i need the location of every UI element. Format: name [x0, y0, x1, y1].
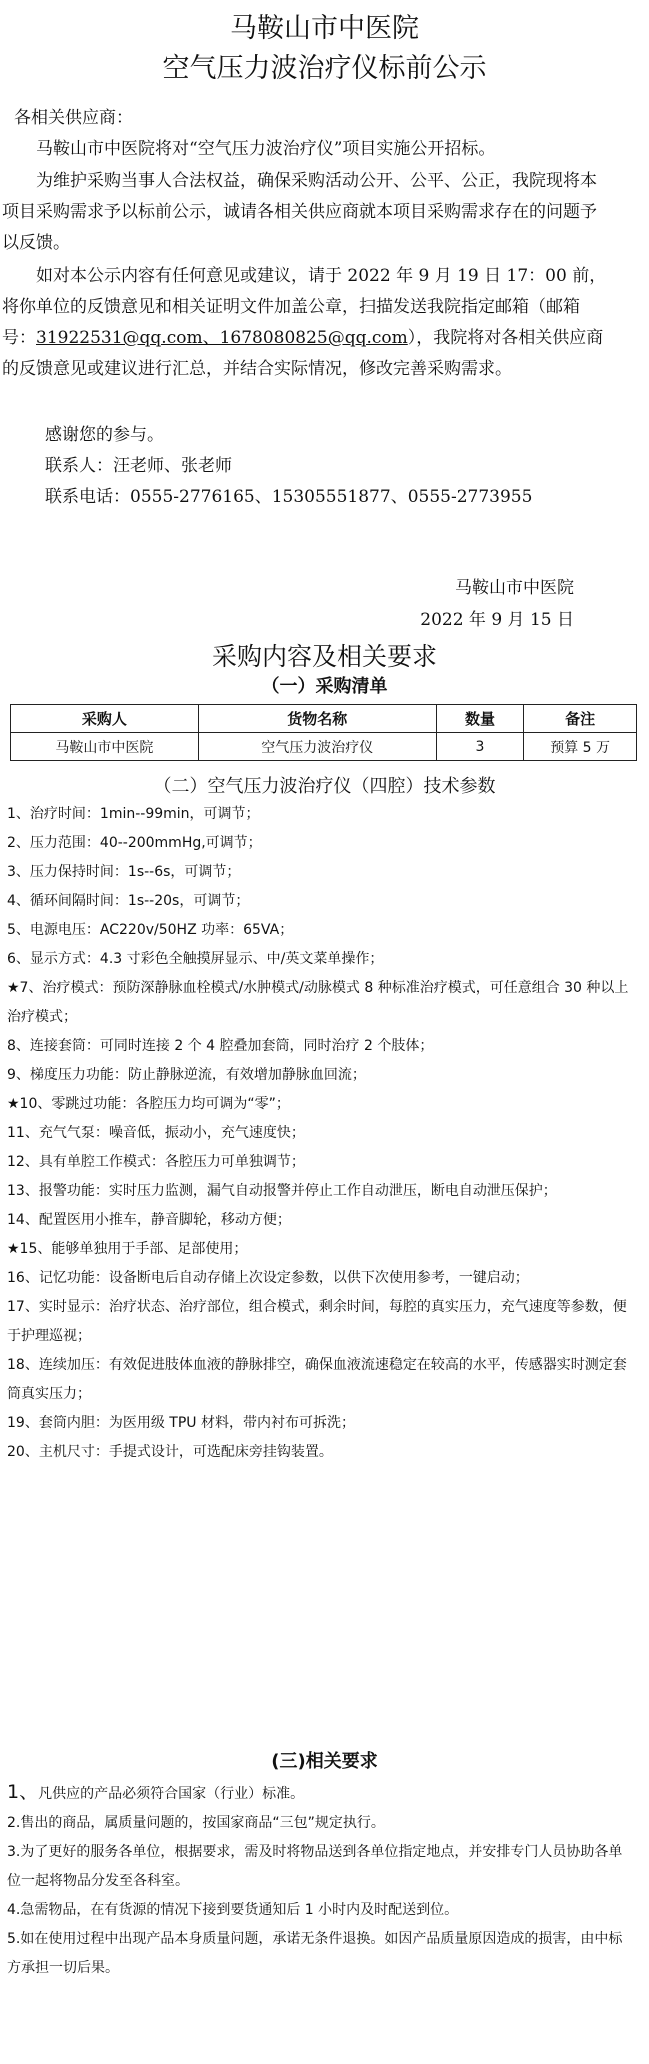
thanks-text: 感谢您的参与。 — [45, 425, 164, 445]
spec-item: ★10、零跳过功能：各腔压力均可调为“零”； — [7, 1096, 290, 1112]
spec-item: 2、压力范围：40--200mmHg,可调节； — [7, 835, 262, 851]
paragraph-1: 马鞍山市中医院将对“空气压力波治疗仪”项目实施公开招标。 — [36, 139, 496, 159]
doc-title-line2: 空气压力波治疗仪标前公示 — [162, 53, 487, 84]
table-cell: 3 — [436, 733, 524, 761]
spec-list — [7, 800, 632, 1467]
spec-item: 20、主机尺寸：手提式设计，可选配床旁挂钩装置。 — [7, 1444, 333, 1460]
spec-item: 3、压力保持时间：1s--6s，可调节； — [7, 864, 241, 880]
doc-title-line1: 马鞍山市中医院 — [230, 13, 419, 44]
table-header-cell: 备注 — [524, 705, 637, 733]
signature-org: 马鞍山市中医院 — [455, 578, 574, 598]
spec-item: 1、治疗时间：1min--99min，可调节； — [7, 806, 260, 822]
table-cell: 马鞍山市中医院 — [11, 733, 199, 761]
requirement-text: 凡供应的产品必须符合国家（行业）标准。 — [38, 1786, 305, 1802]
spec-item: 16、记忆功能：设备断电后自动存储上次设定参数，以供下次使用参考，一键启动； — [7, 1270, 529, 1286]
table-cell: 预算 5 万 — [524, 733, 637, 761]
spec-item: 5、电源电压：AC220v/50HZ 功率：65VA； — [7, 922, 294, 938]
spec-item: 12、具有单腔工作模式：各腔压力可单独调节； — [7, 1154, 305, 1170]
spec-item: 4、循环间隔时间：1s--20s，可调节； — [7, 893, 250, 909]
table-header-row — [11, 705, 637, 733]
requirement-item: 5.如在使用过程中出现产品本身质量问题，承诺无条件退换。如因产品质量原因造成的损害，由中标方承担一切后果。 — [7, 1931, 623, 1976]
spec-heading: （二）空气压力波治疗仪（四腔）技术参数 — [153, 776, 496, 797]
paragraph-3 — [2, 261, 610, 385]
spec-item: 9、梯度压力功能：防止静脉逆流，有效增加静脉血回流； — [7, 1067, 366, 1083]
contact-person: 联系人：汪老师、张老师 — [45, 456, 232, 476]
section-heading: 采购内容及相关要求 — [211, 642, 437, 671]
requirement-item: 3.为了更好的服务各单位，根据要求，需及时将物品送到各单位指定地点，并安排专门人员协助各单位一起将物品分发至各科室。 — [7, 1844, 623, 1889]
list-heading: （一）采购清单 — [261, 676, 388, 697]
requirements-heading: (三)相关要求 — [271, 1751, 378, 1772]
requirement-item: 2.售出的商品，属质量问题的，按国家商品“三包”规定执行。 — [7, 1815, 385, 1831]
contact-phone: 联系电话：0555-2776165、15305551877、0555-2773955 — [45, 487, 533, 507]
spec-item: 14、配置医用小推车，静音脚轮，移动方便； — [7, 1212, 291, 1228]
table-cell: 空气压力波治疗仪 — [198, 733, 436, 761]
requirements-list — [7, 1778, 632, 1983]
signature-date: 2022 年 9 月 15 日 — [420, 610, 574, 630]
paragraph-3-text-a: 如对本公示内容有任何意见或建议，请于 2022 年 9 月 19 日 17：00 前，将你单位的反馈意见和相关证明文件加盖公章，扫描发送我院指定邮箱（邮箱号： — [2, 266, 607, 348]
table-header-cell: 数量 — [436, 705, 524, 733]
spec-item: ★7、治疗模式：预防深静脉血栓模式/水肿模式/动脉模式 8 种标准治疗模式，可任意组合 30 种以上治疗模式； — [7, 980, 629, 1025]
table-header-cell: 货物名称 — [198, 705, 436, 733]
paragraph-3-text-b: ），我院将对各相关供应商的反馈意见或建议进行汇总，并结合实际情况，修改完善采购需求。 — [2, 328, 604, 379]
paragraph-2: 为维护采购当事人合法权益，确保采购活动公开、公平、公正，我院现将本项目采购需求予以标前公示，诚请各相关供应商就本项目采购需求存在的问题予以反馈。 — [2, 171, 597, 253]
spec-item: 13、报警功能：实时压力监测，漏气自动报警并停止工作自动泄压，断电自动泄压保护； — [7, 1183, 557, 1199]
procurement-table — [10, 704, 637, 761]
spec-item: 17、实时显示：治疗状态、治疗部位，组合模式，剩余时间，每腔的真实压力，充气速度等参数，便于护理巡视； — [7, 1299, 627, 1344]
requirement-item: 4.急需物品，在有货源的情况下接到要货通知后 1 小时内及时配送到位。 — [7, 1902, 459, 1918]
salutation: 各相关供应商： — [14, 108, 133, 128]
table-header-cell: 采购人 — [11, 705, 199, 733]
spec-item: 6、显示方式：4.3 寸彩色全触摸屏显示、中/英文菜单操作； — [7, 951, 384, 967]
spec-item: 8、连接套筒：可同时连接 2 个 4 腔叠加套筒，同时治疗 2 个肢体； — [7, 1038, 434, 1054]
spec-item: 18、连续加压：有效促进肢体血液的静脉排空，确保血液流速稳定在较高的水平，传感器实时测定套筒真实压力； — [7, 1357, 627, 1402]
email-link[interactable]: 31922531@qq.com、1678080825@qq.com — [36, 328, 408, 348]
table-row — [11, 733, 637, 761]
requirement-item — [7, 1778, 632, 1809]
spec-item: 19、套筒内胆：为医用级 TPU 材料，带内衬布可拆洗； — [7, 1415, 355, 1431]
spec-item: ★15、能够单独用于手部、足部使用； — [7, 1241, 248, 1257]
spec-item: 11、充气气泵：噪音低，振动小，充气速度快； — [7, 1125, 305, 1141]
requirement-number: 1、 — [7, 1781, 39, 1803]
